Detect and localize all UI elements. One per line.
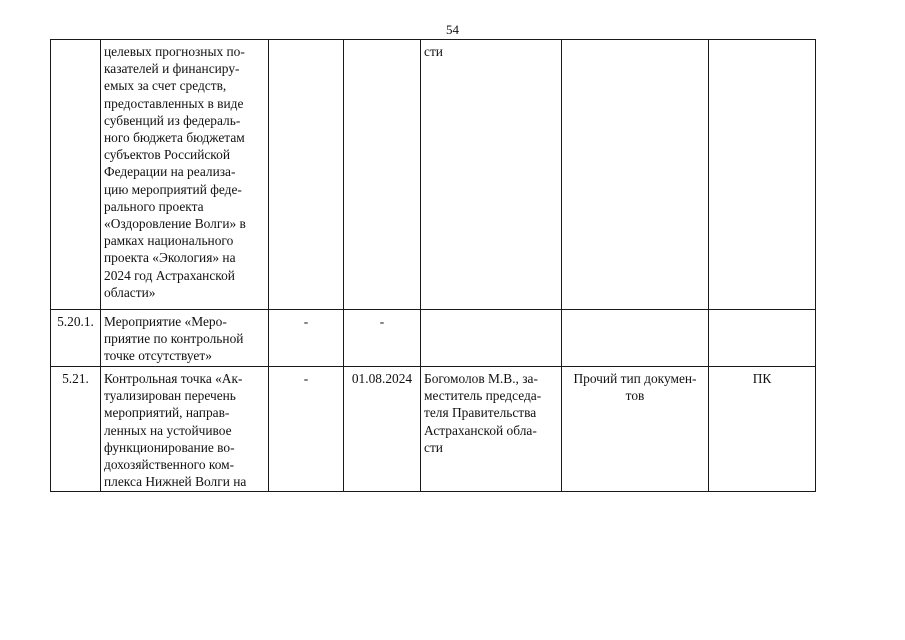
- row-number-cell: [51, 40, 101, 310]
- control-points-table: [50, 39, 816, 492]
- row-name-cell: Мероприятие «Меро- приятие по контрольной точке отсутствует»: [101, 310, 269, 367]
- document-type-cell: [562, 310, 709, 367]
- responsible-cell: [421, 310, 562, 367]
- info-system-cell: [709, 310, 816, 367]
- end-date-cell: [344, 40, 421, 310]
- table-row: [51, 310, 816, 367]
- info-system-cell: ПК: [709, 367, 816, 492]
- row-name-cell: целевых прогнозных по- казателей и финансиру- емых за счет средств, предоставленных в виде субвенций из федераль- ного бюджета бюджетам субъектов Российской Федерации на реализа- цию мероприятий феде- рального проекта «Оздоровление Волги» в рамках национального проекта «Экология» на 2024 год Астраханской области»: [101, 40, 269, 310]
- start-date-cell: [269, 40, 344, 310]
- start-date-cell: -: [269, 310, 344, 367]
- document-type-cell: Прочий тип докумен- тов: [562, 367, 709, 492]
- table-row: [51, 367, 816, 492]
- table-row: [51, 40, 816, 310]
- row-number-cell: 5.21.: [51, 367, 101, 492]
- page-number: 54: [446, 22, 459, 37]
- info-system-cell: [709, 40, 816, 310]
- end-date-cell: 01.08.2024: [344, 367, 421, 492]
- responsible-cell: сти: [421, 40, 562, 310]
- start-date-cell: -: [269, 367, 344, 492]
- row-name-cell: Контрольная точка «Ак- туализирован перечень мероприятий, направ- ленных на устойчивое функционирование во- дохозяйственного ком- плекса Нижней Волги на: [101, 367, 269, 492]
- document-type-cell: [562, 40, 709, 310]
- responsible-cell: Богомолов М.В., за- меститель председа- теля Правительства Астраханской обла- сти: [421, 367, 562, 492]
- end-date-cell: -: [344, 310, 421, 367]
- row-number-cell: 5.20.1.: [51, 310, 101, 367]
